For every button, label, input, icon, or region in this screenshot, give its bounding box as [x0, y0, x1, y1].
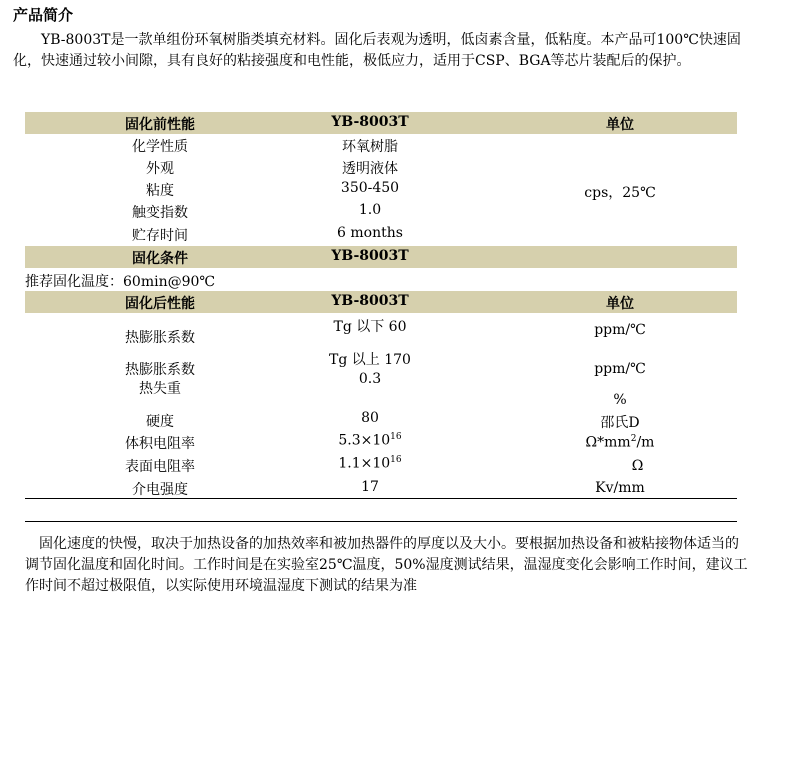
cure-note: 推荐固化温度：60min@90℃	[25, 274, 216, 290]
cte2-value: Tg 以上 170	[329, 352, 411, 368]
footnote	[25, 534, 750, 597]
row-label: 贮存时间	[132, 228, 188, 244]
volume-resistivity-label: 体积电阻率	[125, 436, 195, 452]
row-value: 环氧树脂	[342, 139, 398, 155]
row-label: 触变指数	[132, 205, 188, 221]
cure-header-label: 固化条件	[132, 251, 188, 267]
row-label: 化学性质	[132, 139, 188, 155]
sr-base: 1.1×10	[338, 455, 391, 472]
cte2-unit: ppm/℃	[594, 361, 646, 377]
section-title: 产品简介	[13, 6, 74, 24]
post-cure-header-product: YB-8003T	[331, 293, 409, 309]
row-label: 粘度	[146, 183, 174, 199]
surface-resistivity-value	[295, 455, 445, 472]
cte2-label: 热膨胀系数	[125, 362, 195, 378]
hardness-value: 80	[361, 410, 379, 426]
footnote-rule	[25, 521, 737, 522]
volume-resistivity-unit	[520, 434, 720, 451]
row-value: 350-450	[340, 180, 400, 196]
cte1-unit: ppm/℃	[594, 322, 646, 338]
pre-cure-unit: cps，25℃	[584, 185, 656, 201]
table-bottom-rule	[25, 498, 737, 499]
hardness-label: 硬度	[146, 414, 174, 430]
dielectric-strength-label: 介电强度	[132, 482, 188, 498]
row-value: 6 months	[337, 225, 403, 241]
sr-exp: 16	[390, 455, 402, 465]
footnote-text: 固化速度的快慢，取决于加热设备的加热效率和被加热器件的厚度以及大小。要根据加热设备和被粘接物体适当的调节固化温度和固化时间。工作时间是在实验室25℃温度，50%湿度测试结果，温湿度变化会影响工作时间，建议工作时间不超过极限值，以实际使用环境温湿度下测试的结果为准	[25, 536, 748, 594]
volume-resistivity-value	[295, 432, 445, 449]
cte1-value: Tg 以下 60	[333, 319, 407, 335]
post-cure-header-label: 固化后性能	[125, 296, 195, 312]
cte1-label: 热膨胀系数	[125, 330, 195, 346]
vr-base: 5.3×10	[338, 432, 391, 449]
pre-cure-header	[25, 112, 737, 134]
dielectric-strength-unit: Kv/mm	[595, 480, 645, 496]
post-cure-header-unit: 单位	[606, 296, 634, 312]
product-intro	[13, 30, 758, 72]
vr-unit-base: Ω*mm	[585, 434, 631, 451]
vr-unit-exp: 2	[630, 434, 637, 444]
pre-cure-header-unit: 单位	[606, 117, 634, 133]
dielectric-strength-value: 17	[361, 479, 379, 495]
surface-resistivity-label: 表面电阻率	[125, 459, 195, 475]
row-value: 透明液体	[342, 161, 398, 177]
weight-loss-label: 热失重	[139, 381, 181, 397]
intro-text: YB-8003T是一款单组份环氧树脂类填充材料。固化后表观为透明，低卤素含量，低粘度。本产品可100℃快速固化，快速通过较小间隙，具有良好的粘接强度和电性能，极低应力，适用于CSP、BGA等芯片装配后的保护。	[13, 32, 741, 69]
hardness-unit: 邵氏D	[600, 415, 640, 431]
post-cure-header	[25, 291, 737, 313]
cure-header-product: YB-8003T	[331, 248, 409, 264]
weight-loss-value: 0.3	[358, 371, 382, 387]
surface-resistivity-unit: Ω	[631, 458, 644, 474]
vr-unit-tail: /m	[636, 434, 655, 451]
cure-header	[25, 246, 737, 268]
weight-loss-unit: %	[613, 392, 627, 408]
vr-exp: 16	[390, 432, 402, 442]
row-label: 外观	[146, 161, 174, 177]
pre-cure-header-product: YB-8003T	[331, 114, 409, 130]
pre-cure-header-label: 固化前性能	[125, 117, 195, 133]
row-value: 1.0	[358, 202, 382, 218]
